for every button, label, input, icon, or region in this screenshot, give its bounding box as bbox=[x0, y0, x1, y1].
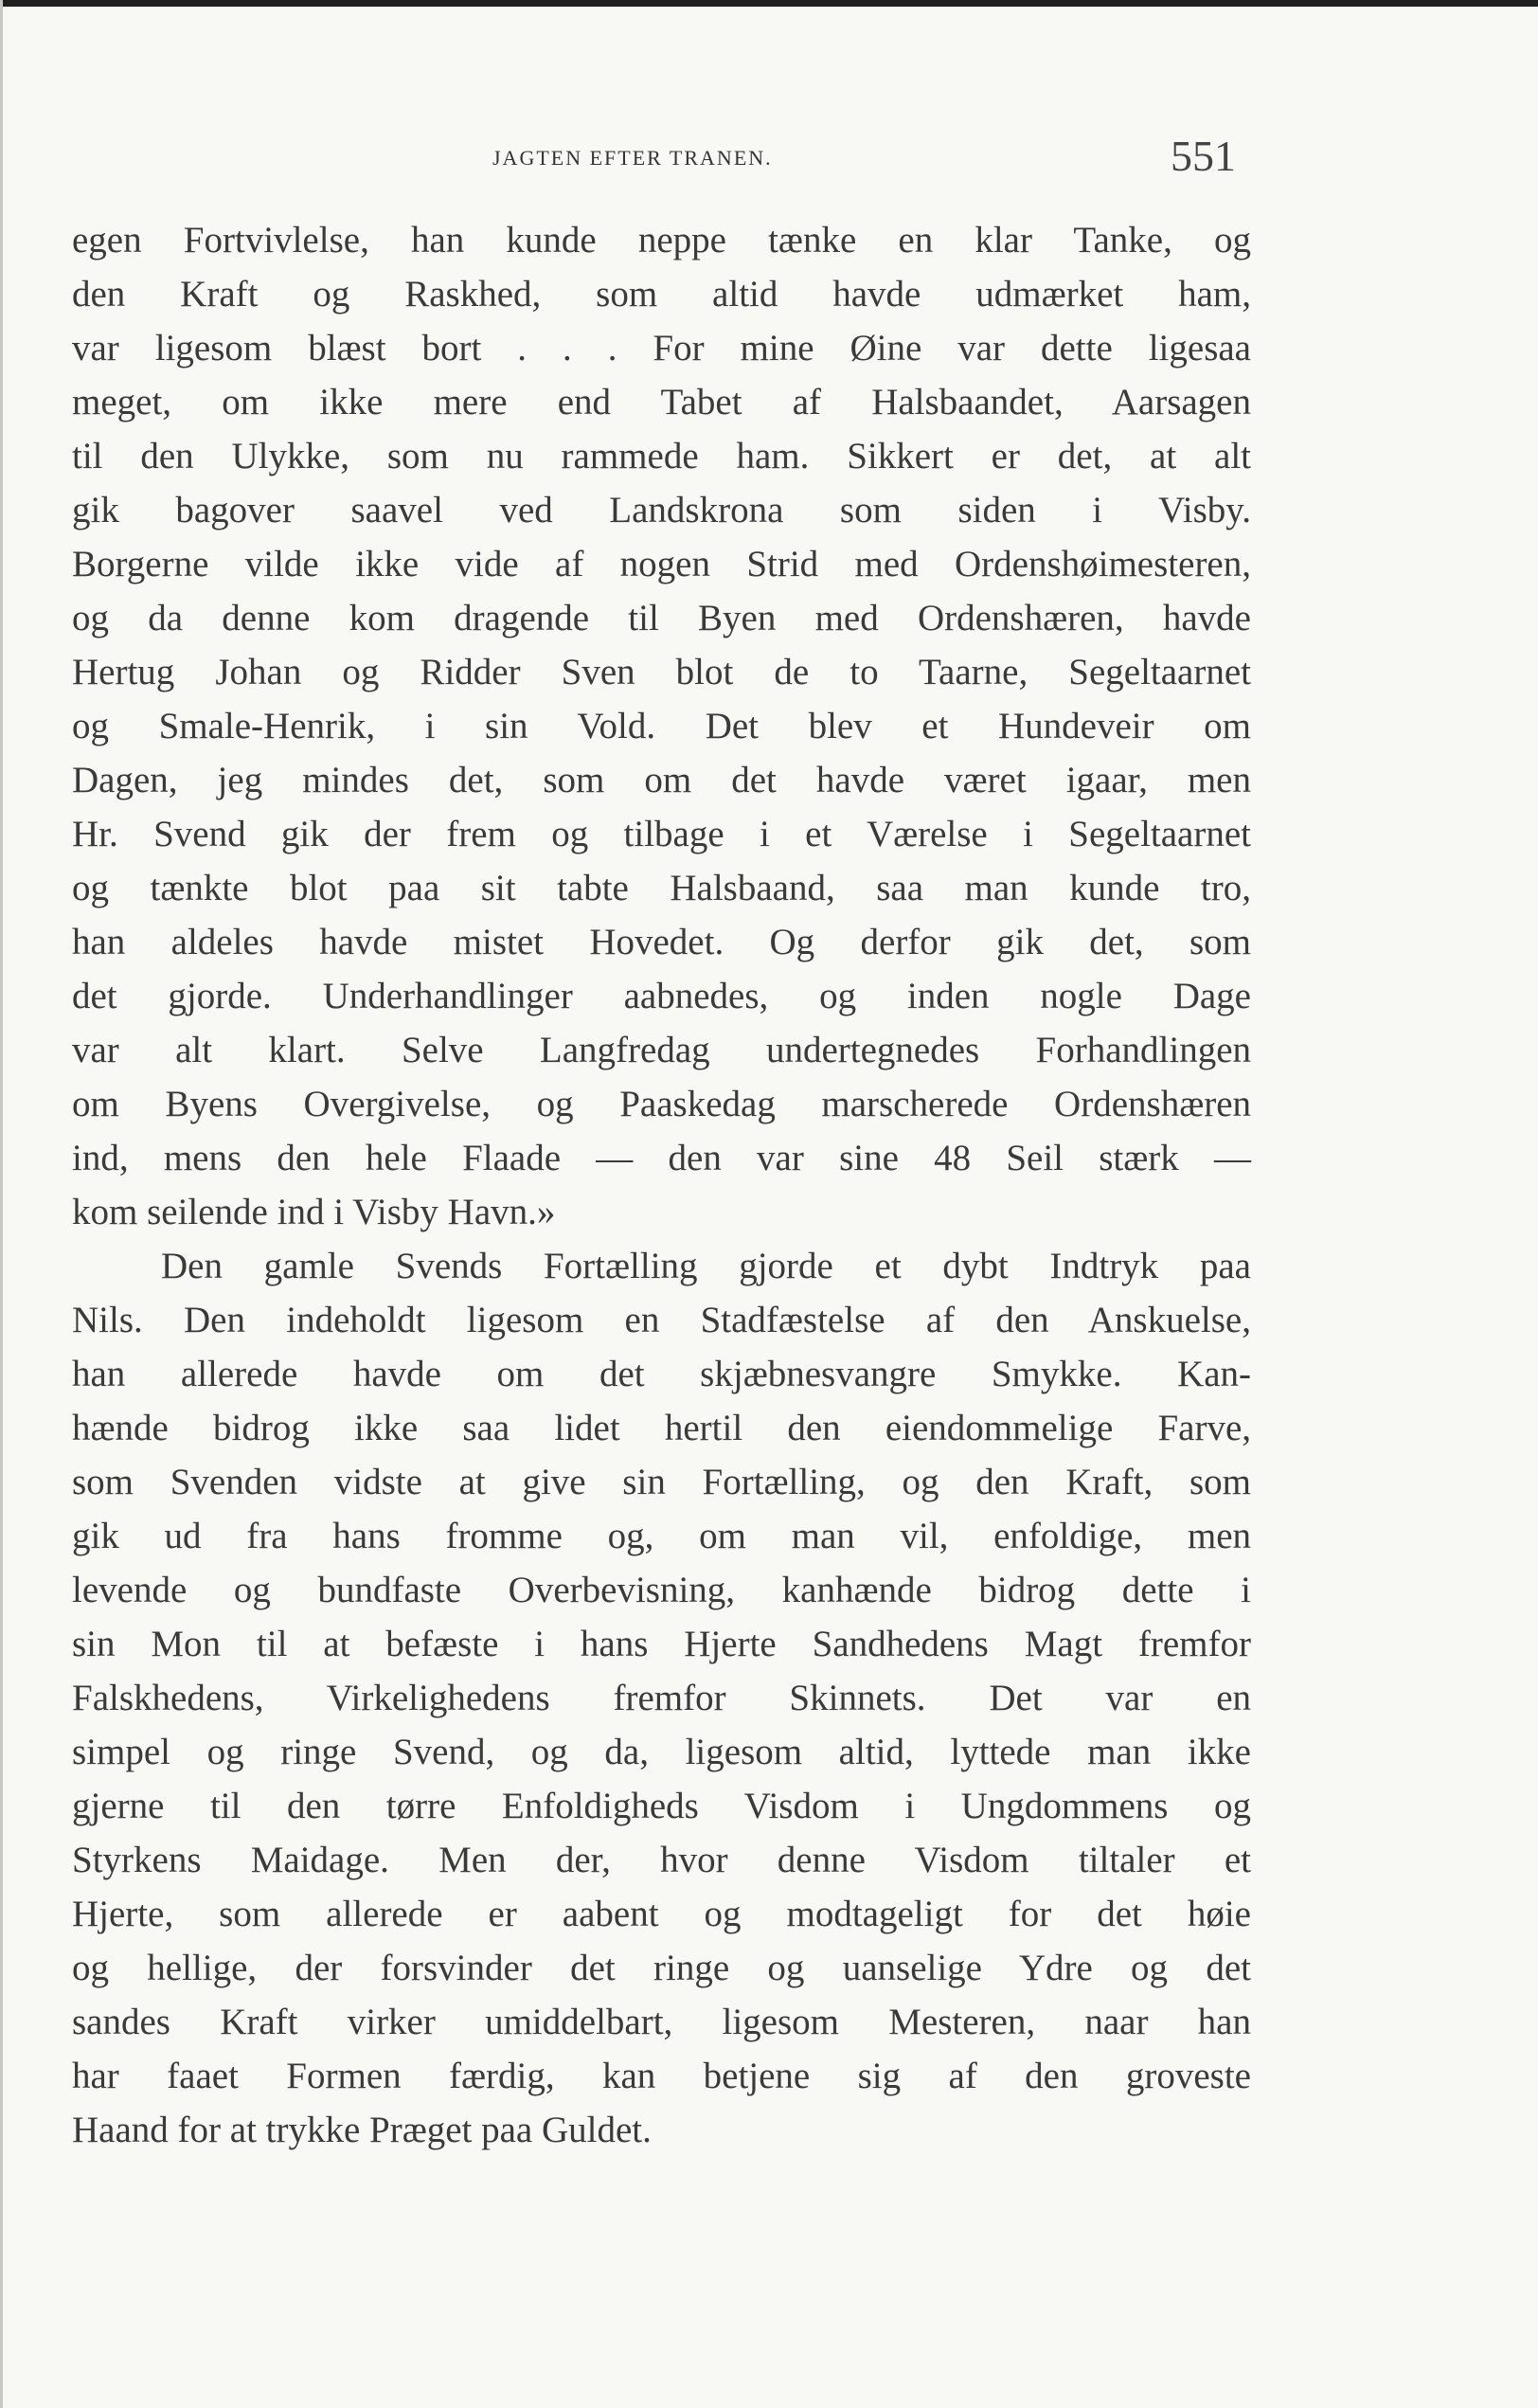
body-line: og hellige, der forsvinder det ringe og uanselige Ydre og det bbox=[72, 1948, 1251, 1988]
body-line: og tænkte blot paa sit tabte Halsbaand, saa man kunde tro, bbox=[72, 868, 1251, 908]
paragraph-first-line: Den gamle Svends Fortælling gjorde et dybt Indtryk paa bbox=[161, 1246, 1251, 1286]
body-line: levende og bundfaste Overbevisning, kanhænde bidrog dette i bbox=[72, 1570, 1251, 1610]
body-line: Nils. Den indeholdt ligesom en Stadfæstelse af den Anskuelse, bbox=[72, 1300, 1251, 1340]
body-line: meget, om ikke mere end Tabet af Halsbaandet, Aarsagen bbox=[72, 382, 1251, 422]
body-line: om Byens Overgivelse, og Paaskedag marscherede Ordenshæren bbox=[72, 1084, 1251, 1124]
body-line: har faaet Formen færdig, kan betjene sig af den groveste bbox=[72, 2056, 1251, 2096]
body-line: sin Mon til at befæste i hans Hjerte Sandhedens Magt fremfor bbox=[72, 1624, 1251, 1664]
body-line: Styrkens Maidage. Men der, hvor denne Visdom tiltaler et bbox=[72, 1840, 1251, 1880]
body-line: simpel og ringe Svend, og da, ligesom altid, lyttede man ikke bbox=[72, 1732, 1251, 1772]
body-line: til den Ulykke, som nu rammede ham. Sikkert er det, at alt bbox=[72, 436, 1251, 476]
body-line: egen Fortvivlelse, han kunde neppe tænke en klar Tanke, og bbox=[72, 220, 1251, 261]
body-line: Hjerte, som allerede er aabent og modtageligt for det høie bbox=[72, 1894, 1251, 1934]
body-line: Dagen, jeg mindes det, som om det havde været igaar, men bbox=[72, 760, 1251, 800]
body-line: gik ud fra hans fromme og, om man vil, enfoldige, men bbox=[72, 1516, 1251, 1556]
body-line: han aldeles havde mistet Hovedet. Og derfor gik det, som bbox=[72, 922, 1251, 962]
body-line: var alt klart. Selve Langfredag undertegnedes Forhandlingen bbox=[72, 1030, 1251, 1070]
body-line: var ligesom blæst bort . . . For mine Øine var dette ligesaa bbox=[72, 328, 1251, 368]
body-line: den Kraft og Raskhed, som altid havde udmærket ham, bbox=[72, 274, 1251, 314]
body-line: Hertug Johan og Ridder Sven blot de to Taarne, Segeltaarnet bbox=[72, 652, 1251, 692]
body-line: hænde bidrog ikke saa lidet hertil den eiendommelige Farve, bbox=[72, 1408, 1251, 1448]
scan-left-border bbox=[0, 0, 3, 2408]
scan-top-border bbox=[0, 0, 1538, 7]
body-line: Hr. Svend gik der frem og tilbage i et Værelse i Segeltaarnet bbox=[72, 814, 1251, 854]
body-line: ind, mens den hele Flaade — den var sine 48 Seil stærk — bbox=[72, 1138, 1251, 1178]
body-line: gjerne til den tørre Enfoldigheds Visdom i Ungdommens og bbox=[72, 1786, 1251, 1826]
body-line: det gjorde. Underhandlinger aabnedes, og inden nogle Dage bbox=[72, 976, 1251, 1016]
paragraph-end-line: Haand for at trykke Præget paa Guldet. bbox=[72, 2110, 652, 2150]
body-line: Borgerne vilde ikke vide af nogen Strid med Ordenshøimesteren, bbox=[72, 544, 1251, 584]
body-line: og da denne kom dragende til Byen med Ordenshæren, havde bbox=[72, 598, 1251, 638]
body-line: sandes Kraft virker umiddelbart, ligesom Mesteren, naar han bbox=[72, 2002, 1251, 2042]
body-line: han allerede havde om det skjæbnesvangre Smykke. Kan- bbox=[72, 1354, 1251, 1394]
page-number: 551 bbox=[1171, 132, 1236, 180]
body-line: Falskhedens, Virkelighedens fremfor Skinnets. Det var en bbox=[72, 1678, 1251, 1718]
paragraph-end-line: kom seilende ind i Visby Havn.» bbox=[72, 1192, 556, 1232]
body-line: og Smale-Henrik, i sin Vold. Det blev et Hundeveir om bbox=[72, 706, 1251, 746]
running-head-title: JAGTEN EFTER TRANEN. bbox=[492, 146, 773, 170]
body-line: gik bagover saavel ved Landskrona som siden i Visby. bbox=[72, 490, 1251, 530]
body-line: som Svenden vidste at give sin Fortælling, og den Kraft, som bbox=[72, 1462, 1251, 1502]
